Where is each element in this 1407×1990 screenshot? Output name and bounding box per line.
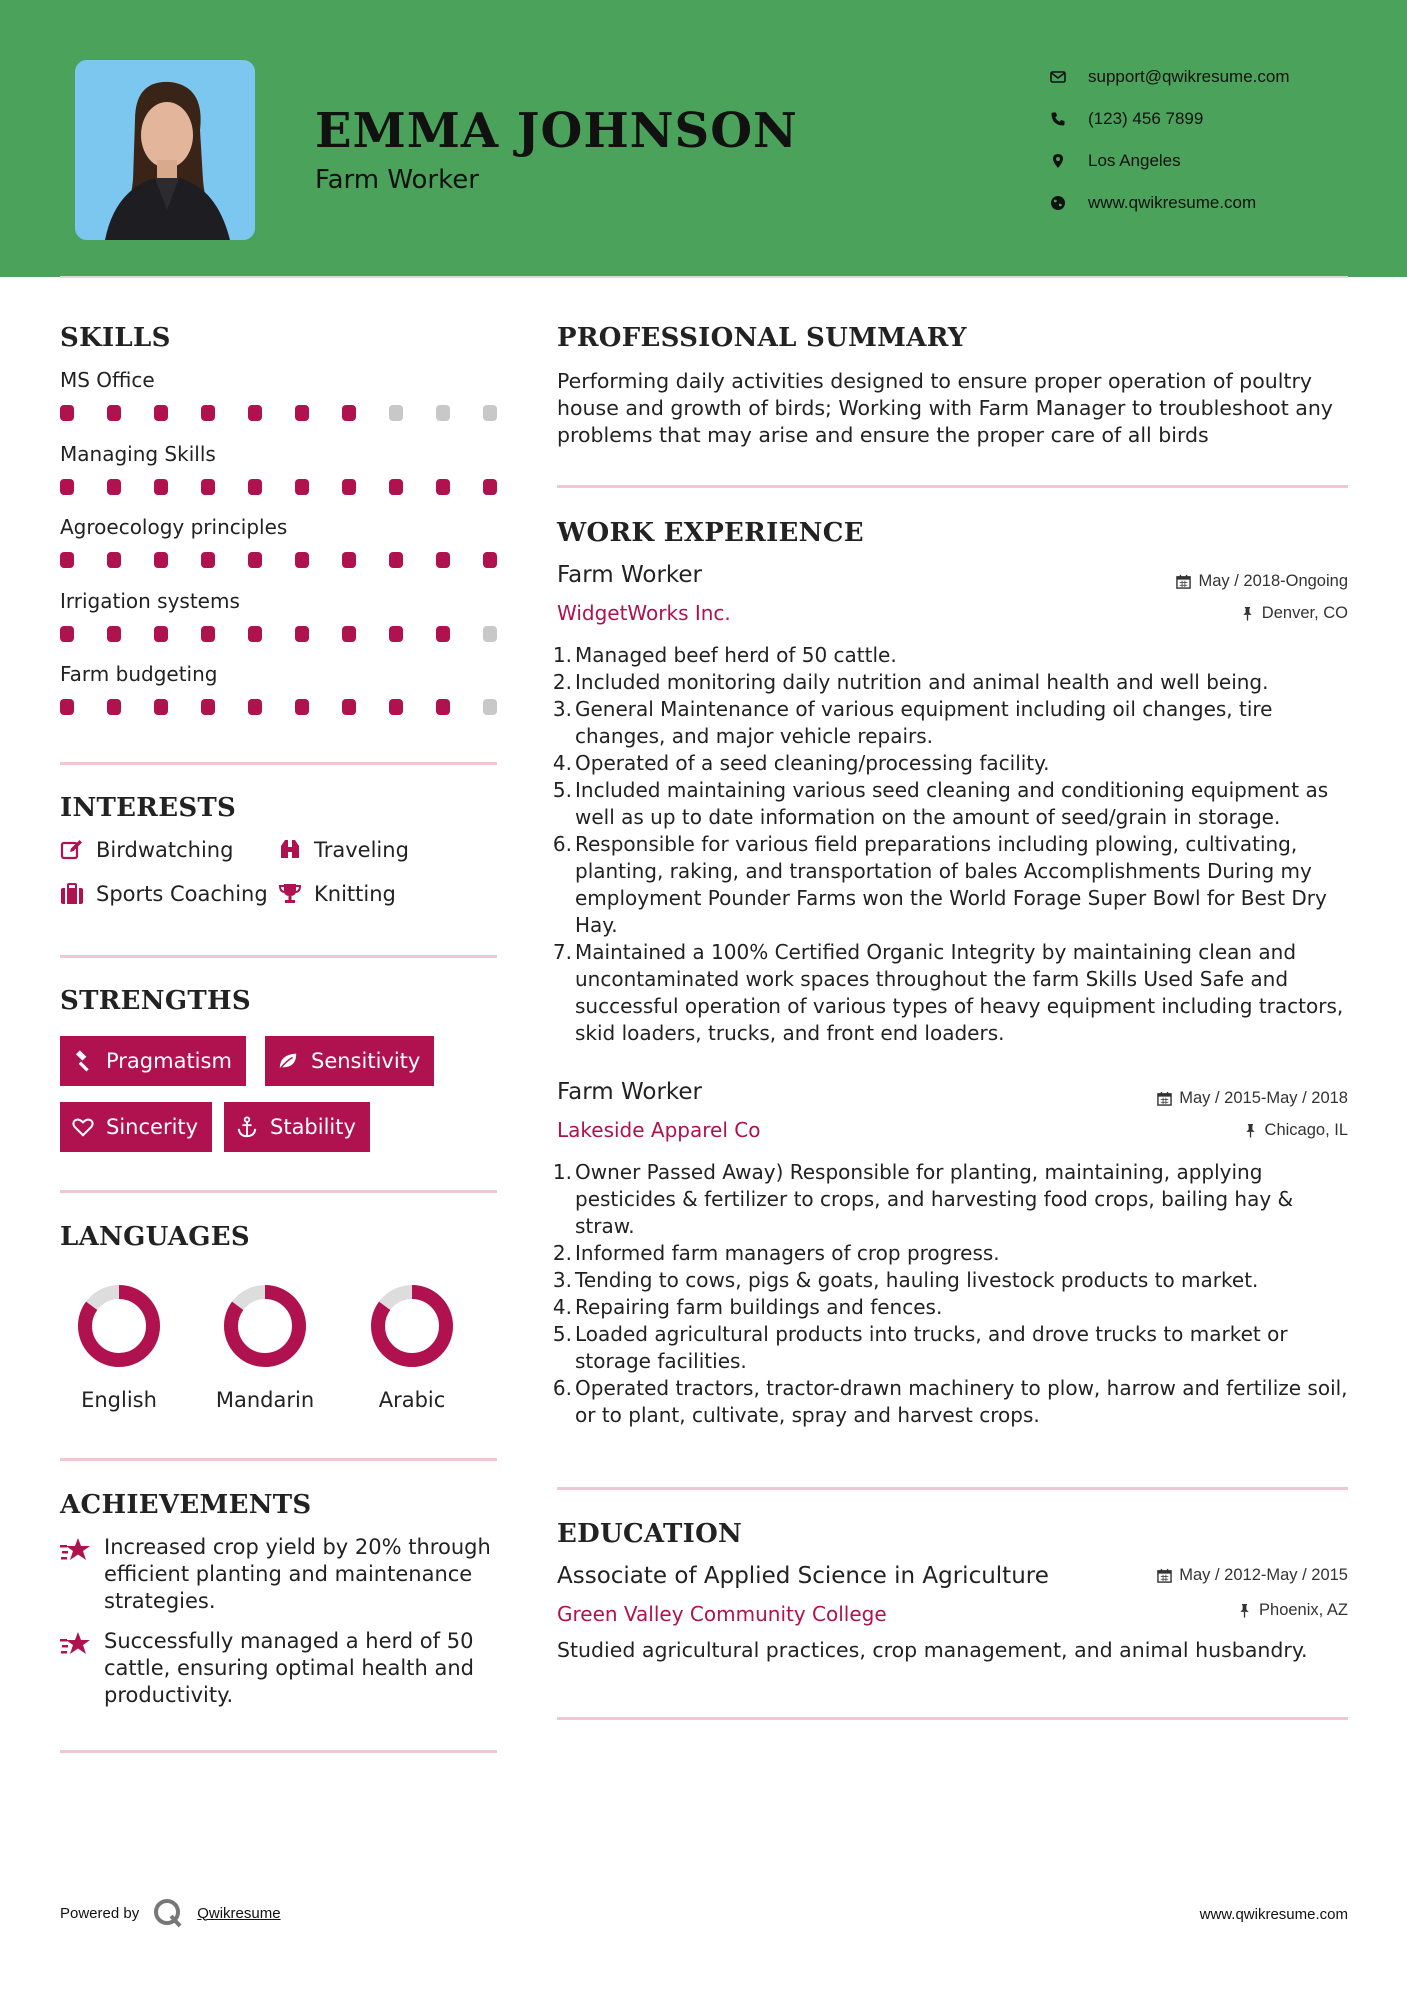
achievements-title: ACHIEVEMENTS	[60, 1490, 312, 1520]
footer-powered-by	[60, 1898, 281, 1928]
skill-dot-filled	[201, 479, 215, 495]
skill-dot-filled	[295, 479, 309, 495]
calendar-icon	[1157, 1091, 1179, 1106]
duty-item: Responsible for various field preparations including plowing, cultivating, planting, raking, and transportation of bales Accomplishments During my employment Pounder Farms won the World Forage Super Bowl for Best Dry Hay.	[575, 832, 1327, 937]
summary-text: Performing daily activities designed to ensure proper operation of poultry house and growth of birds; Working with Farm Manager to troubleshoot any problems that may arise and ensure the proper care of all birds	[557, 369, 1333, 447]
suitcase-icon	[60, 882, 96, 906]
globe-icon	[1050, 195, 1088, 211]
star-icon	[60, 1534, 104, 1615]
interest-label: Sports Coaching	[96, 882, 268, 906]
achievements-divider	[60, 1750, 497, 1753]
envelope-icon	[1050, 69, 1088, 85]
duty-item: Managed beef herd of 50 cattle.	[575, 643, 897, 667]
strength-label: Stability	[270, 1115, 356, 1139]
skill-dot-filled	[436, 552, 450, 568]
language-ring	[219, 1280, 311, 1372]
interest-item	[278, 838, 409, 862]
skill-dot-filled	[389, 626, 403, 642]
skill-dot-filled	[60, 552, 74, 568]
skill-dot-filled	[295, 699, 309, 715]
job-duties	[575, 642, 1350, 1047]
interest-item	[60, 838, 233, 862]
skill-dot-filled	[60, 699, 74, 715]
skill-dot-filled	[248, 626, 262, 642]
job-dates	[1176, 572, 1348, 591]
job-company: WidgetWorks Inc.	[557, 601, 731, 625]
language-item	[64, 1280, 174, 1412]
summary-title: PROFESSIONAL SUMMARY	[557, 323, 967, 353]
skill-dot-filled	[483, 479, 497, 495]
strength-label: Sensitivity	[311, 1049, 421, 1073]
strength-badge	[224, 1102, 370, 1152]
contact-website[interactable]	[1050, 182, 1290, 224]
skill-rating	[60, 626, 530, 642]
duty-item: Operated tractors, tractor-drawn machinery to plow, harrow and fertilize soil, or to plant, cultivate, spray and harvest crops.	[575, 1376, 1348, 1427]
education-school: Green Valley Community College	[557, 1602, 887, 1626]
skill-dot-filled	[436, 626, 450, 642]
interest-item	[278, 882, 396, 906]
skill-name: Managing Skills	[60, 441, 216, 466]
skill-dot-filled	[154, 479, 168, 495]
contact-phone[interactable]	[1050, 98, 1290, 140]
skill-dot-filled	[60, 479, 74, 495]
achievement-item	[60, 1534, 500, 1615]
star-icon	[60, 1628, 104, 1709]
job-company: Lakeside Apparel Co	[557, 1118, 761, 1142]
job-location-text: Chicago, IL	[1264, 1121, 1348, 1139]
job-title: Farm Worker	[557, 562, 703, 588]
skill-dot-filled	[60, 405, 74, 421]
duty-item: Owner Passed Away) Responsible for planting, maintaining, applying pesticides & fertilizer to crops, and harvesting food crops, bailing hay & straw.	[575, 1160, 1294, 1238]
skill-dot-filled	[342, 699, 356, 715]
skill-dot-empty	[483, 699, 497, 715]
skill-dot-filled	[295, 626, 309, 642]
powered-by-text: Powered by	[60, 1904, 140, 1922]
duty-item: Maintained a 100% Certified Organic Integrity by maintaining clean and uncontaminated work spaces throughout the farm Skills Used Safe and successful operation of various types of heavy equipment including tractors, skid loaders, trucks, and front end loaders.	[575, 940, 1344, 1045]
language-label: Mandarin	[215, 1388, 315, 1412]
skill-dot-filled	[436, 479, 450, 495]
experience-title: WORK EXPERIENCE	[557, 518, 864, 548]
skill-dot-empty	[483, 405, 497, 421]
skill-dot-filled	[436, 699, 450, 715]
strength-badge	[60, 1102, 212, 1152]
education-divider	[557, 1717, 1348, 1720]
trophy-icon	[278, 882, 314, 906]
education-description: Studied agricultural practices, crop management, and animal husbandry.	[557, 1638, 1308, 1662]
strength-badge	[265, 1036, 434, 1086]
duty-item: Included maintaining various seed cleaning and conditioning equipment as well as up to date information on the amount of seed/grain in storage.	[575, 778, 1329, 829]
duty-item: Loaded agricultural products into trucks, and drove trucks to market or storage facilities.	[575, 1322, 1288, 1373]
job-location	[1240, 604, 1348, 623]
achievement-text: Successfully managed a herd of 50 cattle, ensuring optimal health and productivity.	[104, 1629, 474, 1707]
skill-dot-filled	[389, 479, 403, 495]
language-item	[210, 1280, 320, 1412]
calendar-icon	[1176, 574, 1198, 589]
duty-item: Tending to cows, pigs & goats, hauling livestock products to market.	[575, 1268, 1259, 1292]
skill-dot-filled	[60, 626, 74, 642]
skills-title: SKILLS	[60, 323, 171, 353]
interest-label: Knitting	[314, 882, 396, 906]
skills-divider	[60, 762, 497, 765]
skill-rating	[60, 699, 530, 715]
leaf-icon	[277, 1050, 311, 1072]
contact-phone-text: (123) 456 7899	[1088, 109, 1204, 128]
skill-dot-filled	[342, 405, 356, 421]
skill-dot-filled	[154, 626, 168, 642]
skill-dot-filled	[389, 552, 403, 568]
skill-dot-filled	[342, 552, 356, 568]
language-label: English	[81, 1388, 157, 1412]
calendar-icon	[1157, 1568, 1179, 1583]
contact-email[interactable]	[1050, 56, 1290, 98]
contact-location-text: Los Angeles	[1088, 151, 1181, 170]
skill-dot-filled	[295, 405, 309, 421]
skill-dot-filled	[107, 552, 121, 568]
education-location-text: Phoenix, AZ	[1259, 1601, 1348, 1619]
skill-dot-filled	[201, 552, 215, 568]
skill-rating	[60, 552, 530, 568]
skill-dot-filled	[483, 552, 497, 568]
skill-dot-empty	[389, 405, 403, 421]
skill-name: Farm budgeting	[60, 662, 218, 686]
header-divider	[60, 276, 1348, 278]
contact-website-text: www.qwikresume.com	[1088, 193, 1257, 212]
skill-rating	[60, 405, 530, 421]
education-location	[1237, 1601, 1348, 1620]
skill-name: Agroecology principles	[60, 515, 288, 539]
job-location	[1243, 1121, 1348, 1140]
skill-dot-empty	[436, 405, 450, 421]
qwikresume-link[interactable]: Qwikresume	[197, 1904, 281, 1922]
skill-dot-filled	[295, 552, 309, 568]
languages-divider	[60, 1458, 497, 1461]
phone-icon	[1050, 111, 1088, 127]
education-dates-text: May / 2012-May / 2015	[1179, 1566, 1348, 1584]
interest-label: Traveling	[314, 838, 409, 862]
skill-dot-filled	[107, 699, 121, 715]
skill-dot-filled	[107, 626, 121, 642]
job-title: Farm Worker	[557, 1079, 703, 1105]
education-title: EDUCATION	[557, 1519, 743, 1549]
language-ring	[366, 1280, 458, 1372]
skill-dot-filled	[201, 626, 215, 642]
pin-icon	[1237, 1603, 1259, 1618]
language-item	[357, 1280, 467, 1412]
skill-dot-filled	[107, 405, 121, 421]
duty-item: Operated of a seed cleaning/processing facility.	[575, 751, 1050, 775]
skill-name: Irrigation systems	[60, 588, 240, 613]
education-dates	[1157, 1566, 1348, 1585]
interests-divider	[60, 955, 497, 958]
binoculars-icon	[278, 838, 314, 862]
summary-divider	[557, 485, 1348, 488]
achievement-item	[60, 1628, 500, 1709]
skill-dot-filled	[154, 699, 168, 715]
duty-item: General Maintenance of various equipment including oil changes, tire changes, and major vehicle repairs.	[575, 697, 1273, 748]
pin-icon	[1240, 606, 1262, 621]
skill-dot-filled	[248, 552, 262, 568]
job-duties	[575, 1159, 1350, 1429]
skill-dot-filled	[201, 699, 215, 715]
job-dates-text: May / 2018-Ongoing	[1198, 572, 1348, 590]
map-marker-icon	[1050, 153, 1088, 169]
contact-email-text: support@qwikresume.com	[1088, 67, 1290, 86]
contact-location	[1050, 140, 1290, 182]
job-dates-text: May / 2015-May / 2018	[1179, 1089, 1348, 1107]
skill-dot-filled	[154, 405, 168, 421]
languages-title: LANGUAGES	[60, 1222, 250, 1252]
skill-dot-filled	[342, 626, 356, 642]
edit-icon	[60, 838, 96, 862]
strength-label: Pragmatism	[106, 1049, 232, 1073]
duty-item: Included monitoring daily nutrition and animal health and well being.	[575, 670, 1269, 694]
interest-label: Birdwatching	[96, 838, 234, 862]
skill-name: MS Office	[60, 368, 155, 392]
candidate-name: EMMA JOHNSON	[315, 103, 798, 159]
language-ring	[73, 1280, 165, 1372]
skill-dot-filled	[107, 479, 121, 495]
heart-icon	[72, 1116, 106, 1138]
strengths-title: STRENGTHS	[60, 986, 251, 1016]
duty-item: Informed farm managers of crop progress.	[575, 1241, 1000, 1265]
profile-photo	[75, 60, 255, 240]
skill-dot-filled	[201, 405, 215, 421]
pin-icon	[1243, 1123, 1265, 1138]
qwikresume-logo-icon	[153, 1898, 183, 1928]
job-dates	[1157, 1089, 1348, 1108]
interests-title: INTERESTS	[60, 793, 237, 823]
skill-rating	[60, 479, 530, 495]
experience-divider	[557, 1487, 1348, 1490]
strengths-divider	[60, 1190, 497, 1193]
footer-url[interactable]: www.qwikresume.com	[1199, 1906, 1348, 1923]
skill-dot-empty	[483, 626, 497, 642]
candidate-role: Farm Worker	[315, 165, 479, 195]
language-label: Arabic	[378, 1388, 446, 1412]
duty-item: Repairing farm buildings and fences.	[575, 1295, 943, 1319]
education-degree: Associate of Applied Science in Agriculture	[557, 1563, 1049, 1589]
skill-dot-filled	[248, 479, 262, 495]
interest-item	[60, 882, 268, 906]
skill-dot-filled	[248, 699, 262, 715]
achievement-text: Increased crop yield by 20% through efficient planting and maintenance strategies.	[104, 1535, 491, 1613]
anchor-icon	[236, 1116, 270, 1138]
skill-dot-filled	[389, 699, 403, 715]
skill-dot-filled	[248, 405, 262, 421]
strength-badge	[60, 1036, 246, 1086]
skill-dot-filled	[342, 479, 356, 495]
gavel-icon	[72, 1050, 106, 1072]
skill-dot-filled	[154, 552, 168, 568]
contact-list	[1050, 56, 1290, 224]
resume-header	[0, 0, 1407, 277]
strength-label: Sincerity	[106, 1115, 199, 1139]
job-location-text: Denver, CO	[1261, 604, 1348, 622]
